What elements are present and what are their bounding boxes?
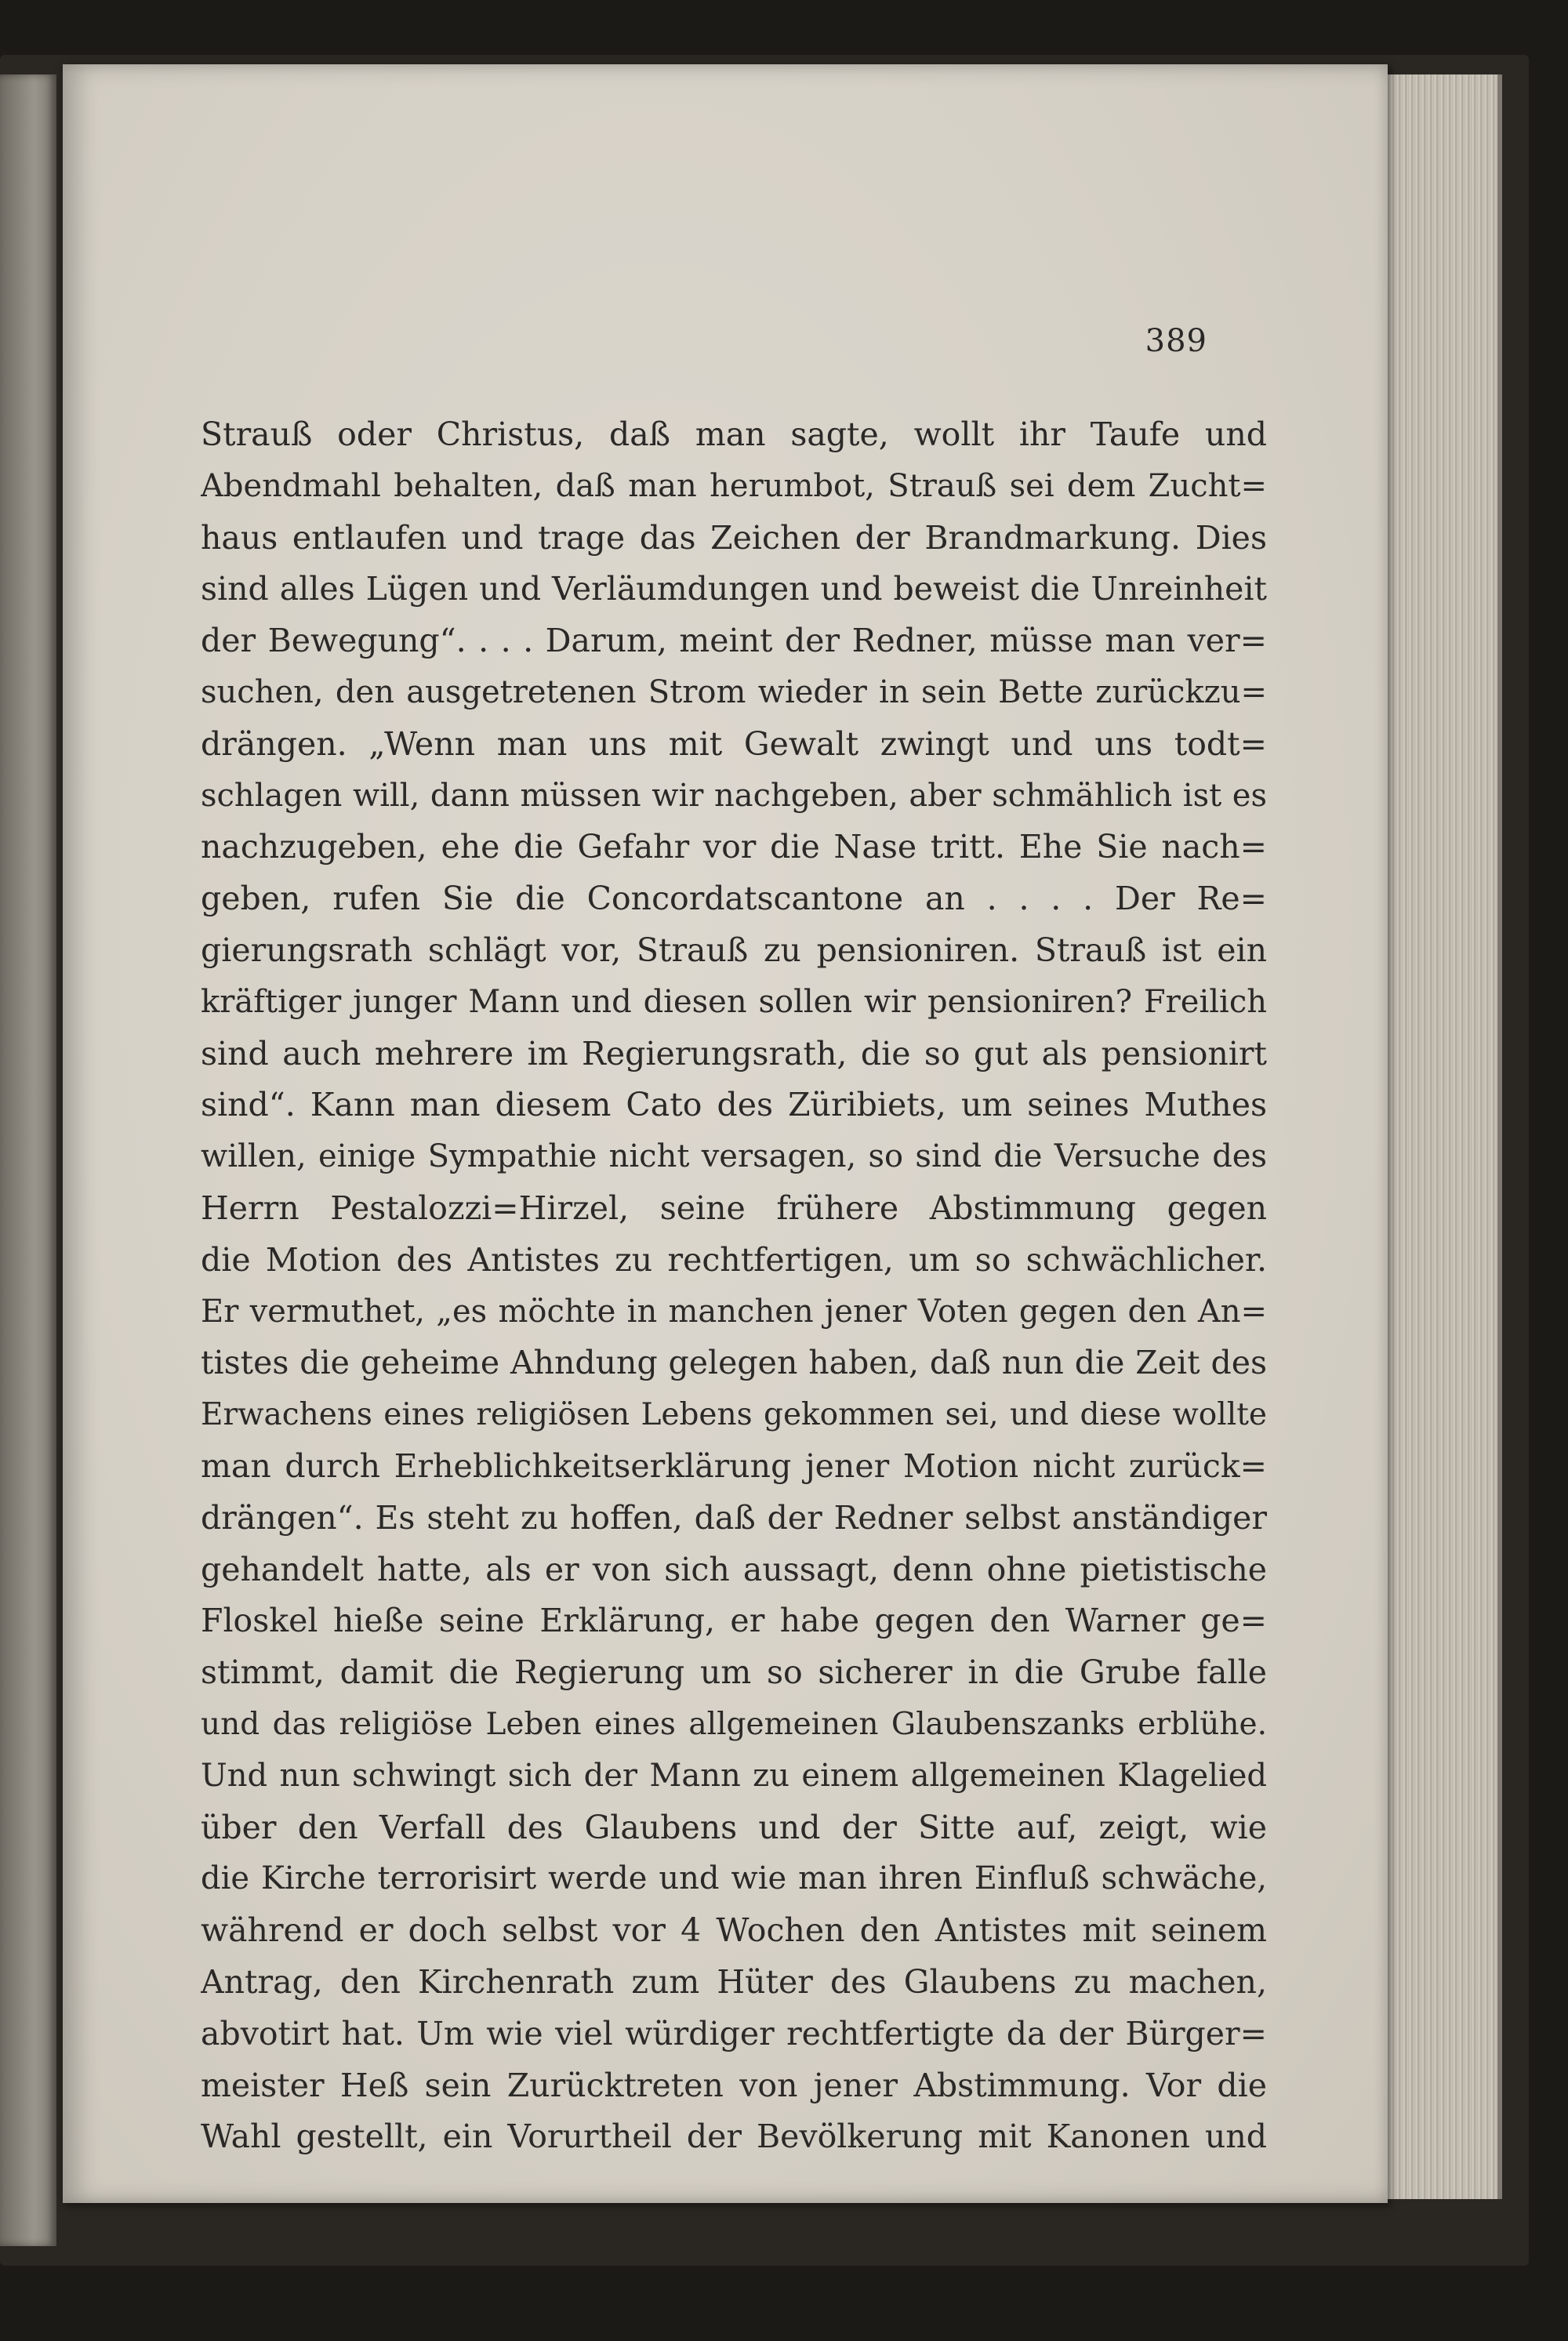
text-line: sind alles Lügen und Verläumdungen und beweist die Unreinheit — [201, 570, 1267, 608]
text-line: tistes die geheime Ahndung gelegen haben, daß nun die Zeit des — [201, 1344, 1267, 1382]
text-line: suchen, den ausgetretenen Strom wieder in sein Bette zurückzu= — [201, 673, 1267, 710]
text-line: gierungsrath schlägt vor, Strauß zu pensioniren. Strauß ist ein — [201, 931, 1267, 969]
text-line: gehandelt hatte, als er von sich aussagt, denn ohne pietistische — [201, 1550, 1267, 1588]
text-line: Und nun schwingt sich der Mann zu einem allgemeinen Klagelied — [201, 1757, 1267, 1794]
text-line: die Kirche terrorisirt werde und wie man ihren Einfluß schwäche, — [201, 1860, 1267, 1897]
text-line: Erwachens eines religiösen Lebens gekommen sei, und diese wollte — [201, 1397, 1267, 1433]
text-line: drängen. „Wenn man uns mit Gewalt zwingt und uns todt= — [201, 724, 1267, 763]
text-line: während er doch selbst vor 4 Wochen den Antistes mit seinem — [201, 1911, 1267, 1950]
facing-page-edge — [0, 74, 56, 2246]
text-line: und das religiöse Leben eines allgemeinen Glaubenszanks erblühe. — [201, 1706, 1267, 1742]
text-line: drängen“. Es steht zu hoffen, daß der Redner selbst anständiger — [201, 1498, 1267, 1537]
book-page — [63, 64, 1388, 2203]
text-line: der Bewegung“. . . . Darum, meint der Redner, müsse man ver= — [201, 622, 1267, 660]
text-line: die Motion des Antistes zu rechtfertigen, um so schwächlicher. — [201, 1240, 1267, 1279]
text-line: sind auch mehrere im Regierungsrath, die so gut als pensionirt — [201, 1034, 1267, 1073]
text-line: Antrag, den Kirchenrath zum Hüter des Glaubens zu machen, — [201, 1962, 1267, 2001]
text-line: nachzugeben, ehe die Gefahr vor die Nase tritt. Ehe Sie nach= — [201, 828, 1267, 866]
text-line: kräftiger junger Mann und diesen sollen wir pensioniren? Freilich — [201, 983, 1267, 1020]
text-line: stimmt, damit die Regierung um so sicherer in die Grube falle — [201, 1653, 1267, 1692]
text-line: Er vermuthet, „es möchte in manchen jener Voten gegen den An= — [201, 1293, 1267, 1330]
text-line: Floskel hieße seine Erklärung, er habe gegen den Warner ge= — [201, 1602, 1267, 1640]
text-line: über den Verfall des Glaubens und der Sitte auf, zeigt, wie — [201, 1808, 1267, 1846]
text-line: Abendmahl behalten, daß man herumbot, Strauß sei dem Zucht= — [201, 467, 1267, 504]
text-line: schlagen will, dann müssen wir nachgeben, aber schmählich ist es — [201, 777, 1267, 814]
text-line: abvotirt hat. Um wie viel würdiger rechtfertigte da der Bürger= — [201, 2014, 1267, 2052]
text-line: man durch Erheblichkeitserklärung jener Motion nicht zurück= — [201, 1446, 1267, 1485]
page-number: 389 — [1145, 323, 1207, 359]
text-line: sind“. Kann man diesem Cato des Züribiets, um seines Muthes — [201, 1086, 1267, 1124]
text-line: Wahl gestellt, ein Vorurtheil der Bevölkerung mit Kanonen und — [201, 2118, 1267, 2156]
body-text — [201, 409, 1267, 2163]
text-line: geben, rufen Sie die Concordatscantone an . . . . Der Re= — [201, 880, 1267, 918]
text-line: Herrn Pestalozzi=Hirzel, seine frühere Abstimmung gegen — [201, 1189, 1267, 1227]
text-line: haus entlaufen und trage das Zeichen der Brandmarkung. Dies — [201, 518, 1267, 557]
text-line: meister Heß sein Zurücktreten von jener Abstimmung. Vor die — [201, 2066, 1267, 2104]
text-line: willen, einige Sympathie nicht versagen, so sind die Versuche des — [201, 1138, 1267, 1175]
text-line: Strauß oder Christus, daß man sagte, wollt ihr Taufe und — [201, 416, 1267, 453]
